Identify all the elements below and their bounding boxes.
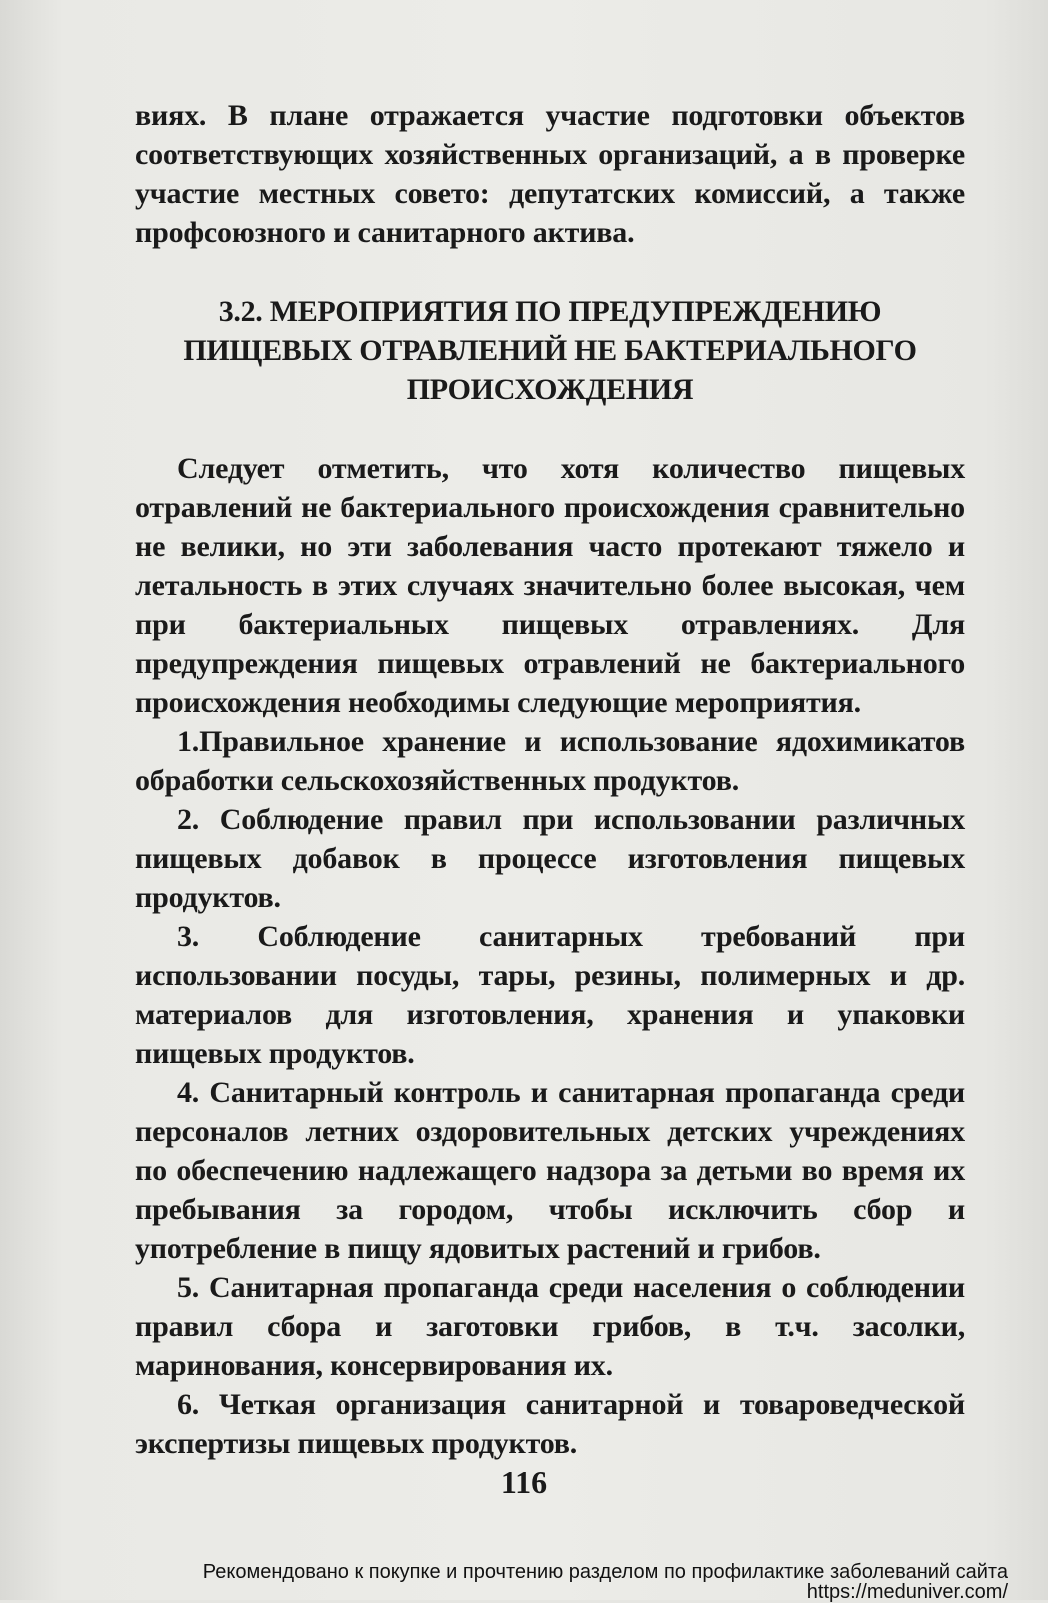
- list-item: 2. Соблюдение правил при использовании различных пищевых добавок в процессе изготовления пищевых продуктов.: [135, 803, 965, 914]
- measures-list: [135, 722, 965, 1463]
- footer-note: Рекомендовано к покупке и прочтению разделом по профилактике заболеваний сайта https://meduniver.com/: [202, 1561, 1008, 1603]
- page-number: 116: [500, 1464, 548, 1500]
- page-content: [135, 96, 965, 1463]
- section-heading: 3.2. МЕРОПРИЯТИЯ ПО ПРЕДУПРЕЖДЕНИЮ ПИЩЕВЫХ ОТРАВЛЕНИЙ НЕ БАКТЕРИАЛЬНОГО ПРОИСХОЖДЕНИЯ: [183, 295, 917, 406]
- list-item: 5. Санитарная пропаганда среди населения о соблюдении правил сбора и заготовки грибов, в т.ч. засолки, маринования, консервирования их.: [135, 1271, 965, 1382]
- lead-paragraph: Следует отметить, что хотя количество пищевых отравлений не бактериального происхождения сравнительно не велики, но эти заболевания часто протекают тяжело и летальность в этих случаях значительно более высокая, чем при бактериальных пищевых отравлениях. Для предупреждения пищевых отравлений не бактериального происхождения необходимы следующие мероприятия.: [135, 452, 965, 719]
- intro-paragraph: виях. В плане отражается участие подготовки объектов соответствующих хозяйственных организаций, а в проверке участие местных совето: депутатских комиссий, а также профсоюзного и санитарного актива.: [135, 99, 965, 249]
- list-item: 3. Соблюдение санитарных требований при использовании посуды, тары, резины, полимерных и др. материалов для изготовления, хранения и упаковки пищевых продуктов.: [135, 920, 965, 1070]
- list-item: 1.Правильное хранение и использование ядохимикатов обработки сельскохозяйственных продуктов.: [135, 725, 965, 797]
- list-item: 6. Четкая организация санитарной и товароведческой экспертизы пищевых продуктов.: [135, 1388, 965, 1460]
- list-item: 4. Санитарный контроль и санитарная пропаганда среди персоналов летних оздоровительных детских учреждениях по обеспечению надлежащего надзора за детьми во время их пребывания за городом, чтобы исключить сбор и употребление в пищу ядовитых растений и грибов.: [135, 1076, 965, 1265]
